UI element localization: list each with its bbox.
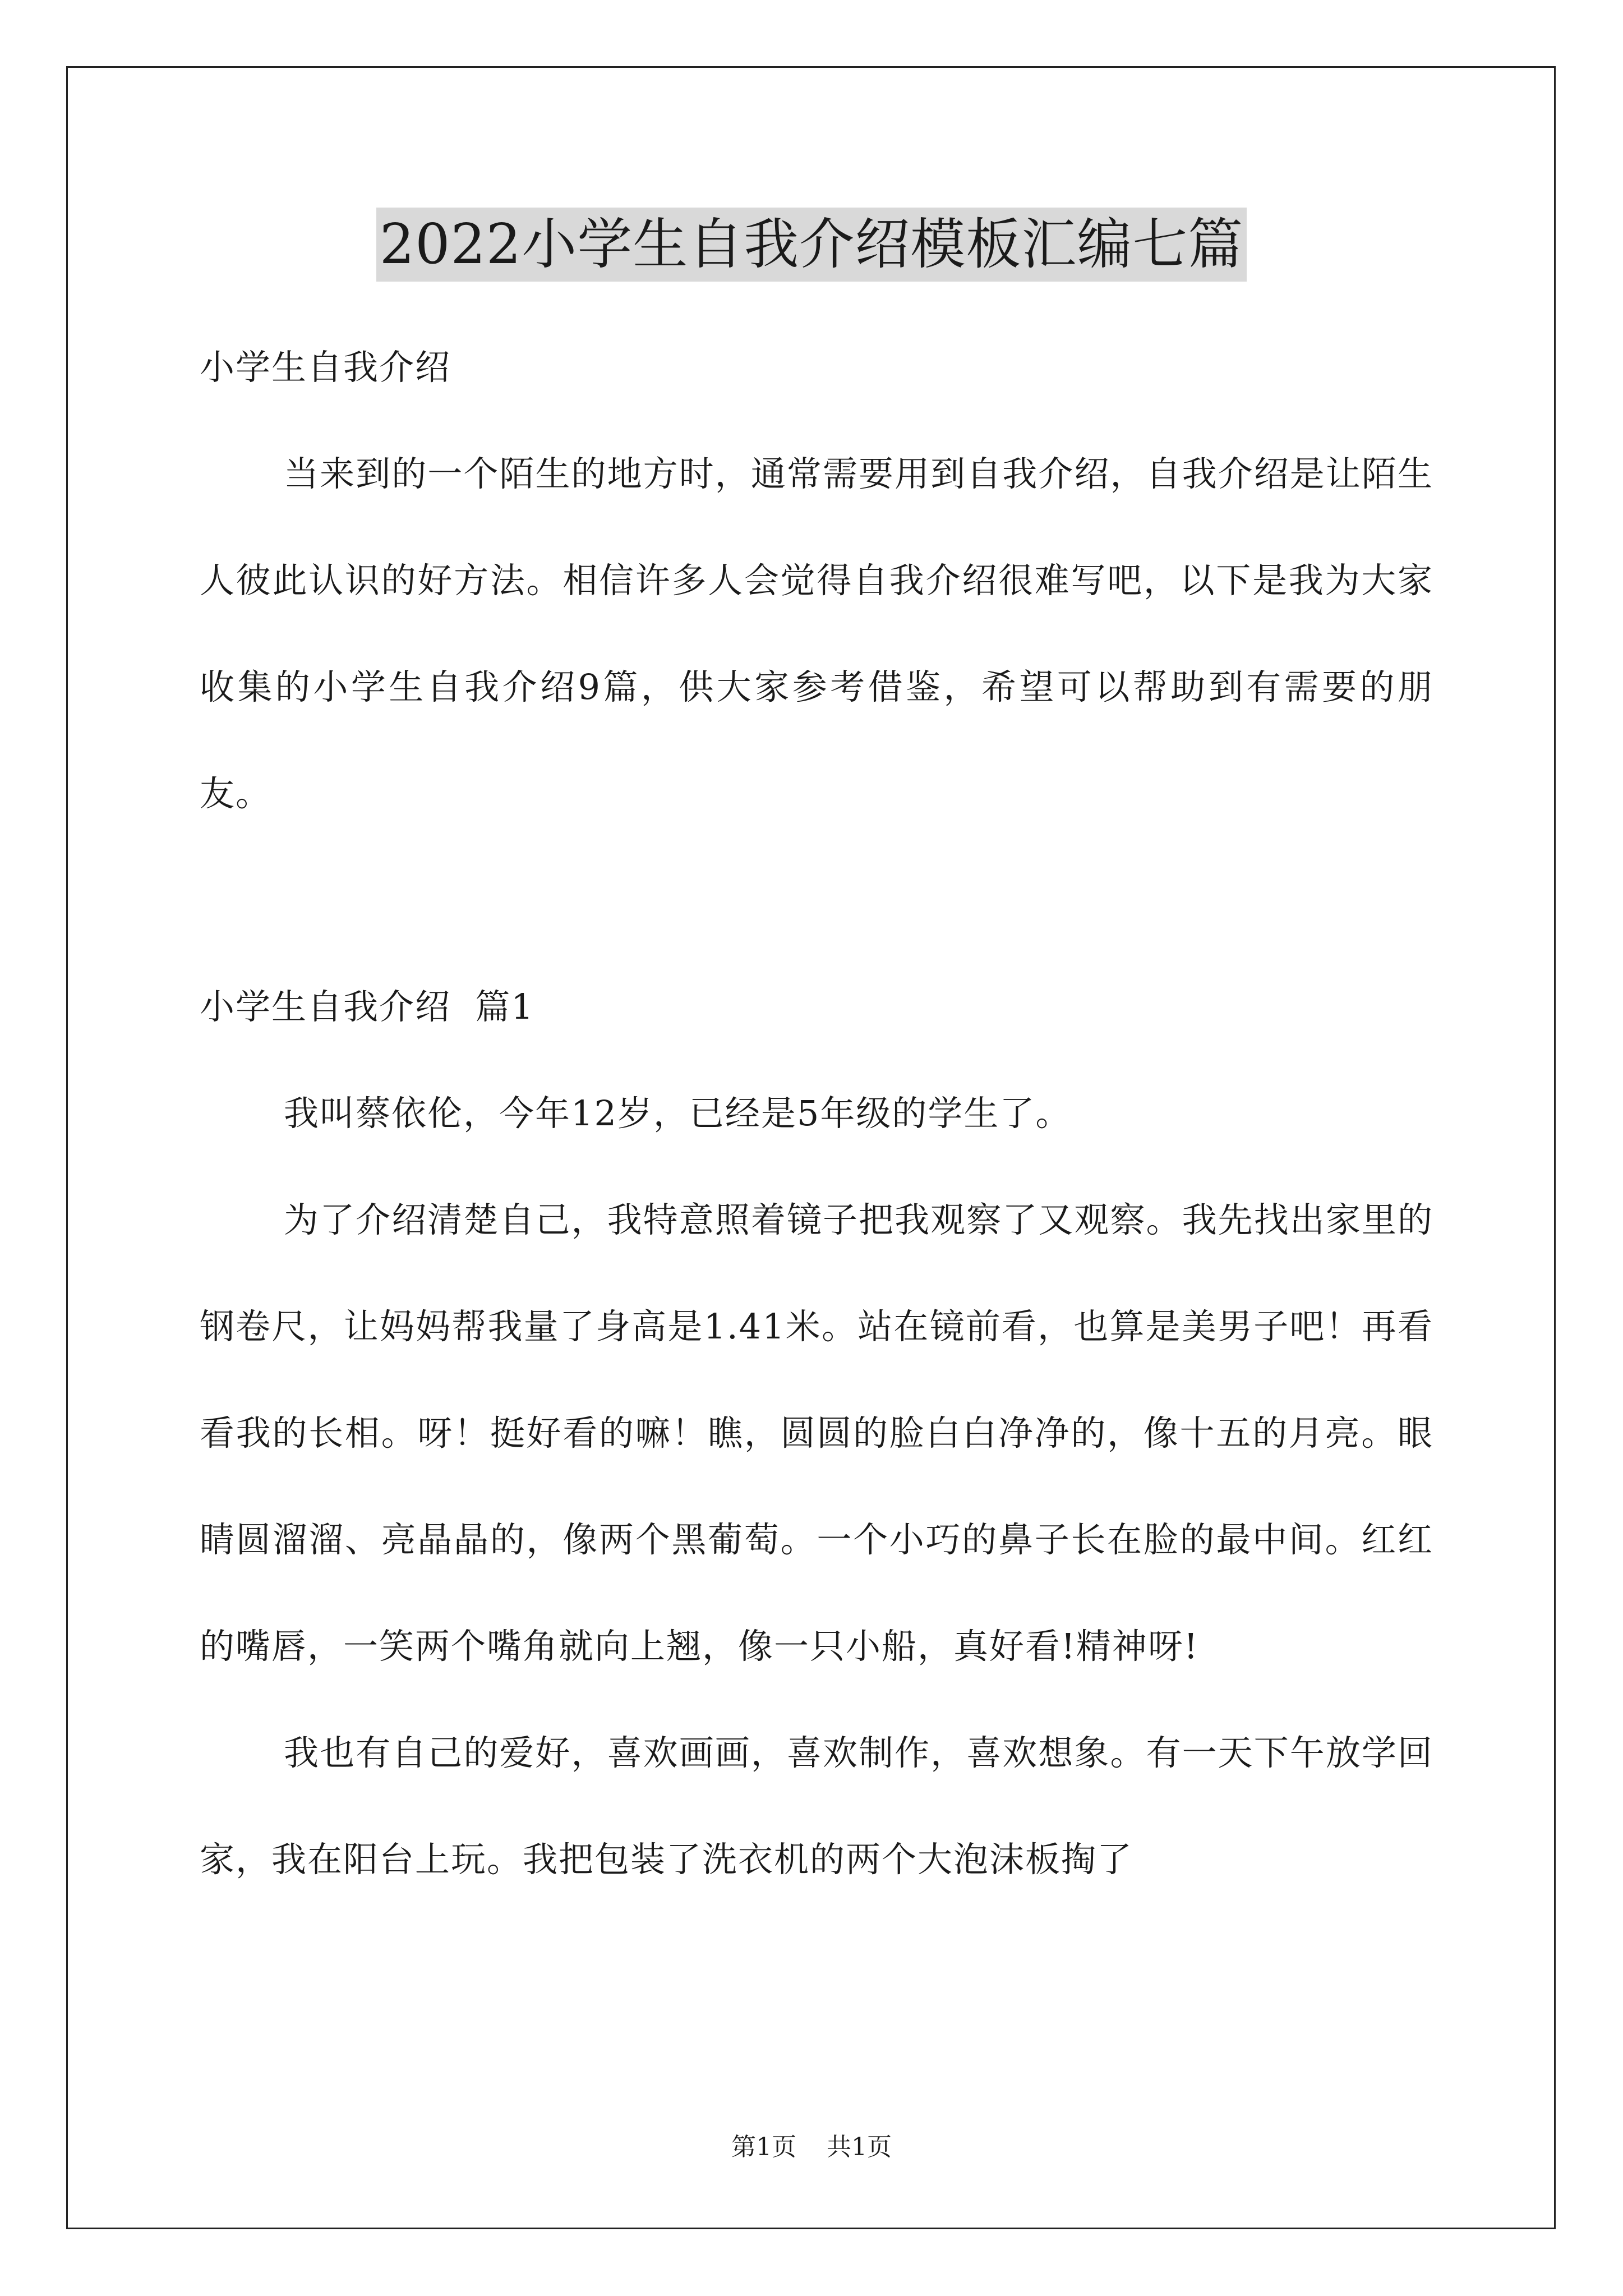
page-number: 第1页 bbox=[731, 2133, 796, 2161]
body-paragraph: 我也有自己的爱好，喜欢画画，喜欢制作，喜欢想象。有一天下午放学回家，我在阳台上玩。我把包装了洗衣机的两个大泡沫板掏了 bbox=[200, 1732, 1433, 1880]
document-body bbox=[200, 314, 1433, 1913]
intro-heading: 小学生自我介绍 bbox=[200, 347, 451, 388]
title-container bbox=[0, 208, 1623, 282]
body-paragraph: 我叫蔡依伦，今年12岁，已经是5年级的学生了。 bbox=[284, 1093, 1072, 1134]
section-heading: 小学生自我介绍 篇1 bbox=[200, 986, 534, 1027]
page-total: 共1页 bbox=[827, 2133, 892, 2161]
intro-paragraph: 当来到的一个陌生的地方时，通常需要用到自我介绍，自我介绍是让陌生人彼此认识的好方法。相信许多人会觉得自我介绍很难写吧，以下是我为大家收集的小学生自我介绍9篇，供大家参考借鉴，希望可以帮助到有需要的朋友。 bbox=[200, 453, 1433, 814]
body-paragraph: 为了介绍清楚自己，我特意照着镜子把我观察了又观察。我先找出家里的钢卷尺，让妈妈帮我量了身高是1.41米。站在镜前看，也算是美男子吧！再看看我的长相。呀！挺好看的嘛！瞧，圆圆的脸白白净净的，像十五的月亮。眼睛圆溜溜、亮晶晶的，像两个黑葡萄。一个小巧的鼻子长在脸的最中间。红红的嘴唇，一笑两个嘴角就向上翘，像一只小船，真好看!精神呀! bbox=[200, 1199, 1433, 1667]
page-footer bbox=[0, 2131, 1623, 2164]
document-title: 2022小学生自我介绍模板汇编七篇 bbox=[376, 208, 1247, 282]
